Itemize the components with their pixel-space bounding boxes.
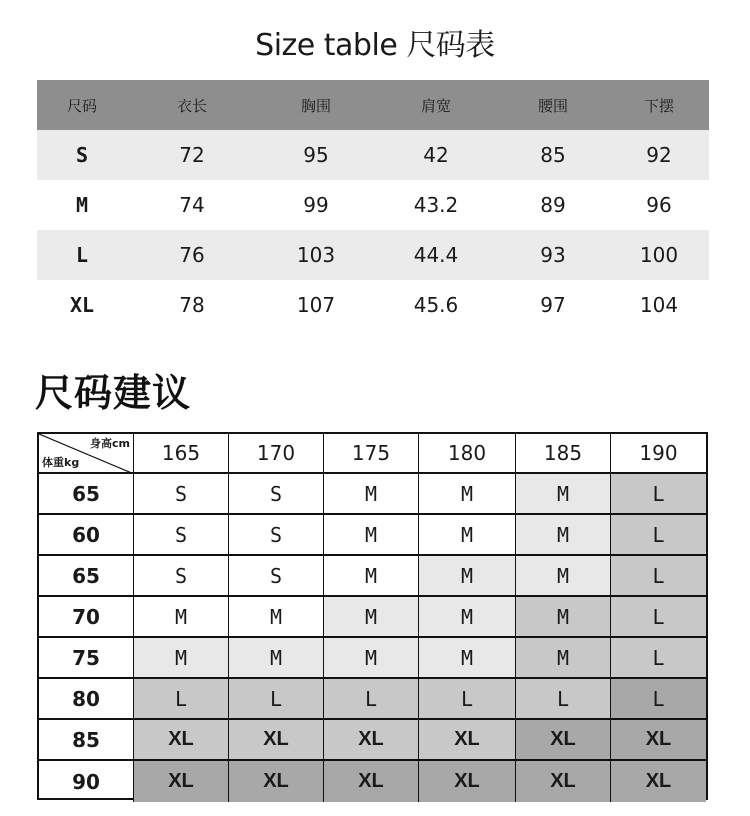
size-recommendation-cell: XL xyxy=(419,761,516,802)
hem-cell: 92 xyxy=(646,143,672,167)
length-cell: 72 xyxy=(179,143,205,167)
weight-cell: 90 xyxy=(39,761,134,802)
size-recommendation-cell: XL xyxy=(516,720,611,761)
corner-header-cell xyxy=(39,434,134,474)
hem-cell: 100 xyxy=(639,243,679,267)
size-row-m xyxy=(37,180,709,230)
header-chest: 胸围 xyxy=(300,96,331,115)
hem-cell: 104 xyxy=(639,293,679,317)
size-recommendation-cell: M xyxy=(134,638,229,679)
height-header-cell: 170 xyxy=(229,434,324,474)
weight-cell: 60 xyxy=(39,515,134,556)
length-cell: 78 xyxy=(179,293,205,317)
size-recommendation-cell: XL xyxy=(229,720,324,761)
height-axis-label: 身高cm xyxy=(90,437,130,450)
height-header-cell: 190 xyxy=(611,434,706,474)
shoulder-cell: 43.2 xyxy=(413,193,459,217)
size-recommendation-cell: L xyxy=(134,679,229,720)
length-cell: 74 xyxy=(179,193,205,217)
size-recommendation-cell: XL xyxy=(324,720,419,761)
length-cell: 76 xyxy=(179,243,205,267)
size-recommendation-cell: XL xyxy=(611,720,706,761)
size-recommendation-cell: L xyxy=(611,474,706,515)
recommendation-title: 尺码建议 xyxy=(35,371,192,415)
size-recommendation-cell: XL xyxy=(516,761,611,802)
size-recommendation-cell: M xyxy=(419,515,516,556)
size-table-header xyxy=(37,80,709,130)
size-recommendation-cell: M xyxy=(516,638,611,679)
chest-cell: 107 xyxy=(296,293,336,317)
size-recommendation-cell: M xyxy=(516,474,611,515)
header-hem: 下摆 xyxy=(643,96,674,115)
weight-cell: 80 xyxy=(39,679,134,720)
size-recommendation-cell: L xyxy=(611,638,706,679)
size-cell: XL xyxy=(69,293,95,317)
size-recommendation-cell: M xyxy=(324,515,419,556)
size-recommendation-cell: S xyxy=(229,515,324,556)
size-recommendation-cell: XL xyxy=(229,761,324,802)
size-recommendation-cell: L xyxy=(516,679,611,720)
size-recommendation-cell: L xyxy=(611,515,706,556)
height-header-cell: 165 xyxy=(134,434,229,474)
size-recommendation-cell: M xyxy=(419,556,516,597)
size-recommendation-cell: L xyxy=(611,556,706,597)
size-recommendation-cell: S xyxy=(229,556,324,597)
size-recommendation-cell: M xyxy=(324,638,419,679)
size-recommendation-cell: XL xyxy=(324,761,419,802)
size-cell: L xyxy=(75,243,89,267)
waist-cell: 89 xyxy=(540,193,566,217)
size-recommendation-cell: L xyxy=(229,679,324,720)
weight-cell: 65 xyxy=(39,474,134,515)
size-recommendation-cell: XL xyxy=(134,720,229,761)
height-header-cell: 185 xyxy=(516,434,611,474)
height-header-cell: 180 xyxy=(419,434,516,474)
size-recommendation-cell: S xyxy=(134,556,229,597)
size-recommendation-cell: L xyxy=(324,679,419,720)
size-row-xl xyxy=(37,280,709,330)
waist-cell: 85 xyxy=(540,143,566,167)
hem-cell: 96 xyxy=(646,193,672,217)
weight-cell: 75 xyxy=(39,638,134,679)
weight-cell: 65 xyxy=(39,556,134,597)
size-recommendation-cell: M xyxy=(229,638,324,679)
chest-cell: 95 xyxy=(303,143,329,167)
shoulder-cell: 44.4 xyxy=(413,243,459,267)
weight-axis-label: 体重kg xyxy=(42,456,80,469)
size-recommendation-cell: M xyxy=(516,597,611,638)
shoulder-cell: 45.6 xyxy=(413,293,459,317)
size-row-s xyxy=(37,130,709,180)
size-recommendation-cell: XL xyxy=(611,761,706,802)
shoulder-cell: 42 xyxy=(423,143,449,167)
size-table-title: Size table 尺码表 xyxy=(255,28,495,63)
size-recommendation-cell: XL xyxy=(419,720,516,761)
size-recommendation-cell: M xyxy=(324,597,419,638)
size-recommendation-cell: M xyxy=(324,474,419,515)
waist-cell: 97 xyxy=(540,293,566,317)
header-waist: 腰围 xyxy=(537,96,568,115)
chest-cell: 103 xyxy=(296,243,336,267)
weight-cell: 70 xyxy=(39,597,134,638)
size-row-l xyxy=(37,230,709,280)
header-size: 尺码 xyxy=(66,96,97,115)
size-recommendation-cell: M xyxy=(419,597,516,638)
header-shoulder: 肩宽 xyxy=(420,96,451,115)
size-recommendation-cell: M xyxy=(419,638,516,679)
height-header-cell: 175 xyxy=(324,434,419,474)
size-recommendation-cell: M xyxy=(229,597,324,638)
size-recommendation-cell: XL xyxy=(134,761,229,802)
size-recommendation-cell: M xyxy=(134,597,229,638)
weight-cell: 85 xyxy=(39,720,134,761)
size-table xyxy=(37,80,709,330)
size-recommendation-cell: M xyxy=(516,556,611,597)
size-recommendation-cell: L xyxy=(419,679,516,720)
size-cell: S xyxy=(75,143,89,167)
size-recommendation-cell: L xyxy=(611,679,706,720)
header-length: 衣长 xyxy=(176,96,207,115)
size-recommendation-cell: S xyxy=(134,474,229,515)
size-recommendation-cell: M xyxy=(419,474,516,515)
size-cell: M xyxy=(75,193,89,217)
size-recommendation-cell: M xyxy=(516,515,611,556)
chest-cell: 99 xyxy=(303,193,329,217)
size-recommendation-cell: M xyxy=(324,556,419,597)
size-recommendation-grid xyxy=(37,432,708,800)
size-recommendation-cell: S xyxy=(134,515,229,556)
size-recommendation-cell: L xyxy=(611,597,706,638)
size-recommendation-cell: S xyxy=(229,474,324,515)
waist-cell: 93 xyxy=(540,243,566,267)
